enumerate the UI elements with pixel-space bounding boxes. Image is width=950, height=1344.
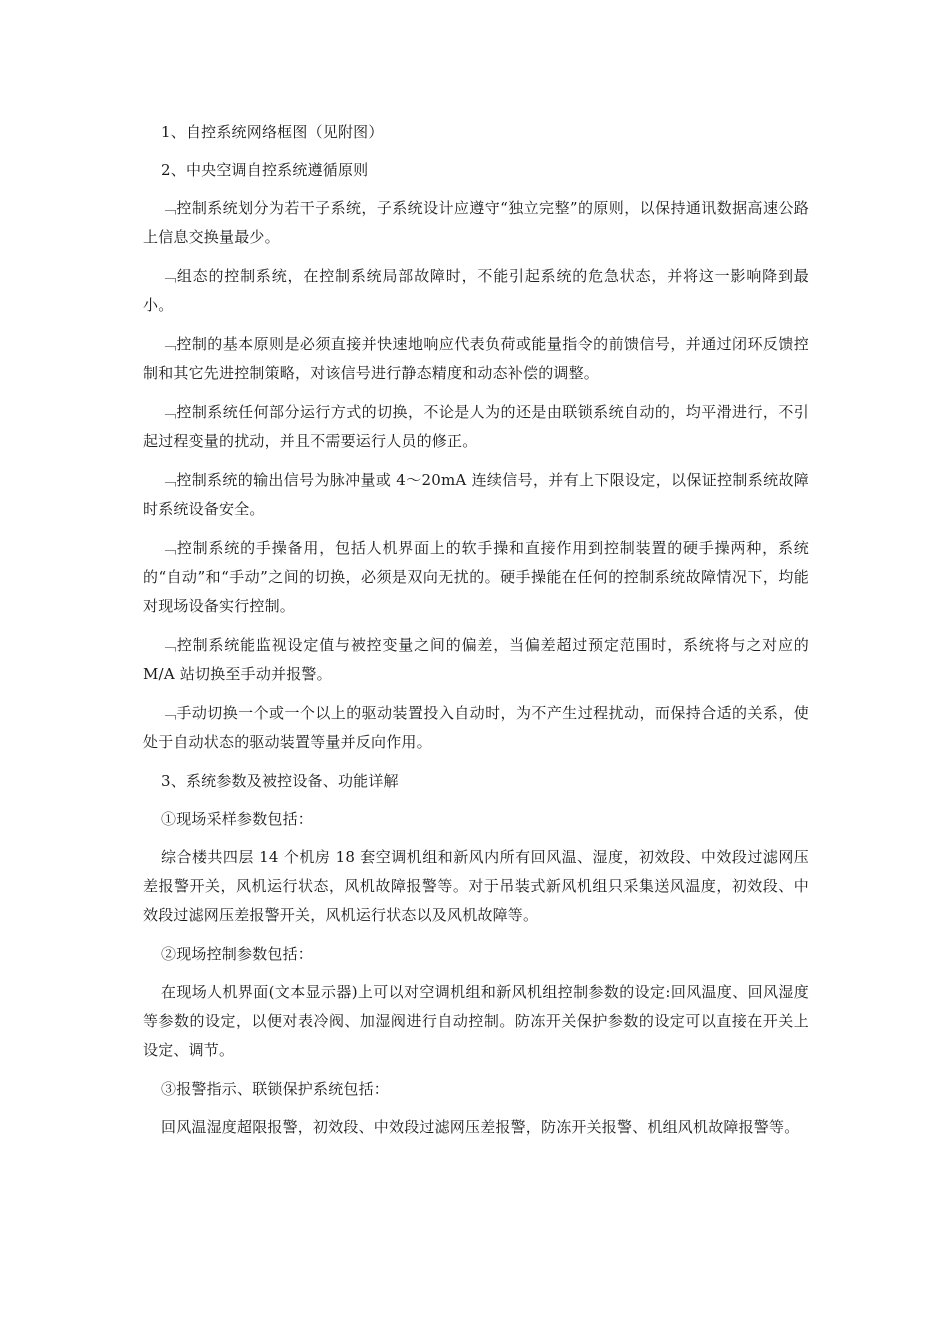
- subsection-body-control: 在现场人机界面(文本显示器)上可以对空调机组和新风机组控制参数的设定:回风温度、回风湿度等参数的设定，以便对表冷阀、加湿阀进行自动控制。防冻开关保护参数的设定可以直接在开关上设定、调节。: [143, 983, 809, 1059]
- subsection-body-alarm: 回风温湿度超限报警，初效段、中效段过滤网压差报警，防冻开关报警、机组风机故障报警等。: [161, 1118, 800, 1136]
- document-body: [143, 118, 809, 1142]
- principle-paragraph: ﹁控制系统能监视设定值与被控变量之间的偏差，当偏差超过预定范围时，系统将与之对应的 M/A 站切换至手动并报警。: [143, 636, 809, 683]
- principle-paragraph: ﹁手动切换一个或一个以上的驱动装置投入自动时，为不产生过程扰动，而保持合适的关系，使处于自动状态的驱动装置等量并反向作用。: [143, 704, 809, 751]
- subsection-title-control: ②现场控制参数包括：: [161, 945, 314, 963]
- subsection-title-alarm: ③报警指示、联锁保护系统包括：: [161, 1080, 390, 1098]
- principle-paragraph: ﹁控制系统划分为若干子系统，子系统设计应遵守“独立完整”的原则，以保持通讯数据高速公路上信息交换量最少。: [143, 199, 809, 246]
- subsection-title-sampling: ①现场采样参数包括：: [161, 810, 314, 828]
- section-heading-1: 1、自控系统网络框图（见附图）: [161, 123, 384, 141]
- principle-paragraph: ﹁控制的基本原则是必须直接并快速地响应代表负荷或能量指令的前馈信号，并通过闭环反馈控制和其它先进控制策略，对该信号进行静态精度和动态补偿的调整。: [143, 335, 809, 382]
- principle-paragraph: ﹁控制系统任何部分运行方式的切换，不论是人为的还是由联锁系统自动的，均平滑进行，不引起过程变量的扰动，并且不需要运行人员的修正。: [143, 403, 809, 450]
- principle-paragraph: ﹁控制系统的手操备用，包括人机界面上的软手操和直接作用到控制装置的硬手操两种，系统的“自动”和“手动”之间的切换，必须是双向无扰的。硬手操能在任何的控制系统故障情况下，均能对现场设备实行控制。: [143, 539, 809, 615]
- section-heading-2: 2、中央空调自控系统遵循原则: [161, 161, 369, 179]
- principle-paragraph: ﹁控制系统的输出信号为脉冲量或 4～20mA 连续信号，并有上下限设定，以保证控制系统故障时系统设备安全。: [143, 471, 809, 518]
- section-heading-3: 3、系统参数及被控设备、功能详解: [161, 772, 399, 790]
- subsection-body-sampling: 综合楼共四层 14 个机房 18 套空调机组和新风内所有回风温、湿度，初效段、中效段过滤网压差报警开关，风机运行状态，风机故障报警等。对于吊装式新风机组只采集送风温度，初效段、中效段过滤网压差报警开关，风机运行状态以及风机故障等。: [143, 848, 809, 924]
- principle-paragraph: ﹁组态的控制系统，在控制系统局部故障时，不能引起系统的危急状态，并将这一影响降到最小。: [143, 267, 809, 314]
